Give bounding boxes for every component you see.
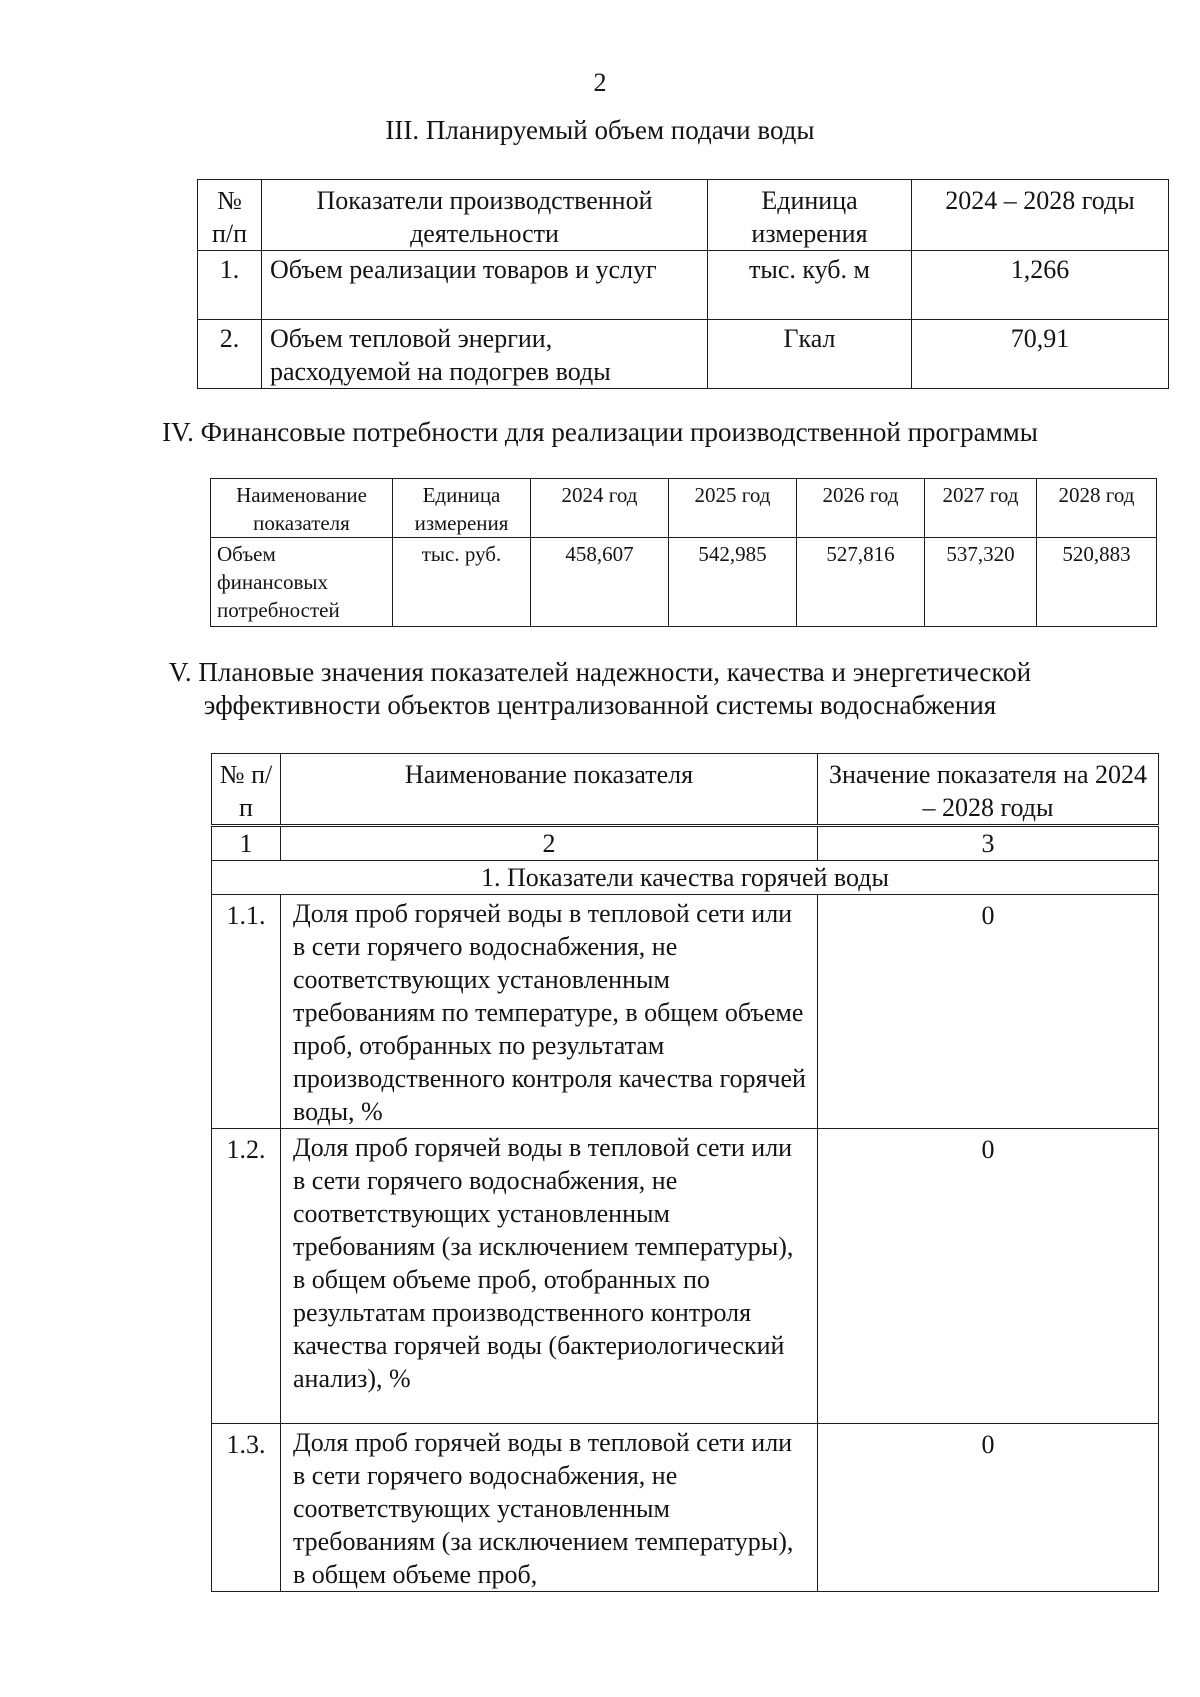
header-cell: 2024 – 2028 годы bbox=[912, 180, 1169, 251]
indicator-name: Доля проб горячей воды в тепловой сети или в сети горячего водоснабжения, не соответствующих установленным требованиям (за исключением температуры), в общем объеме проб, отобранных по результатам производственного контроля качества горячей воды (бактериологический анализ), % bbox=[281, 1129, 818, 1424]
header-cell: 2026 год bbox=[797, 479, 925, 538]
value-cell: 1,266 bbox=[912, 251, 1169, 320]
value-2025: 542,985 bbox=[669, 538, 797, 627]
header-cell: 2028 год bbox=[1037, 479, 1157, 538]
column-number: 3 bbox=[818, 826, 1159, 861]
header-cell: 2024 год bbox=[531, 479, 669, 538]
indicator-name: Доля проб горячей воды в тепловой сети или в сети горячего водоснабжения, не соответствующих установленным требованиям по температуре, в общем объеме проб, отобранных по результатам производственного контроля качества горячей воды, % bbox=[281, 895, 818, 1129]
table-row bbox=[198, 320, 1169, 389]
table-row bbox=[211, 538, 1157, 627]
section-4-title: IV. Финансовые потребности для реализации производственной программы bbox=[162, 417, 1038, 447]
water-supply-volume-table bbox=[197, 179, 1169, 389]
header-cell: Единица измерения bbox=[393, 479, 531, 538]
indicator-name: Объем финансовых потребностей bbox=[211, 538, 393, 627]
table-header-row bbox=[198, 180, 1169, 251]
reliability-indicators-table bbox=[211, 753, 1159, 1592]
table-row bbox=[198, 251, 1169, 320]
indicator-name: Объем тепловой энергии, расходуемой на подогрев воды bbox=[262, 320, 708, 389]
section-5-title-line-2: эффективности объектов централизованной системы водоснабжения bbox=[203, 690, 997, 720]
value-2028: 520,883 bbox=[1037, 538, 1157, 627]
table-row bbox=[212, 1129, 1159, 1424]
column-number-row bbox=[212, 826, 1159, 861]
unit-cell: тыс. руб. bbox=[393, 538, 531, 627]
row-number: 2. bbox=[198, 320, 262, 389]
indicator-name: Объем реализации товаров и услуг bbox=[262, 251, 708, 320]
section-3-title: III. Планируемый объем подачи воды bbox=[385, 115, 815, 145]
value-cell: 0 bbox=[818, 895, 1159, 1129]
unit-cell: тыс. куб. м bbox=[708, 251, 912, 320]
value-2024: 458,607 bbox=[531, 538, 669, 627]
row-number: 1.2. bbox=[212, 1129, 281, 1424]
value-2027: 537,320 bbox=[925, 538, 1037, 627]
page-number: 2 bbox=[593, 68, 607, 97]
group-row bbox=[212, 861, 1159, 895]
header-cell: Показатели производственной деятельности bbox=[262, 180, 708, 251]
unit-cell: Гкал bbox=[708, 320, 912, 389]
indicator-name: Доля проб горячей воды в тепловой сети или в сети горячего водоснабжения, не соответствующих установленным требованиям (за исключением температуры), в общем объеме проб, bbox=[281, 1424, 818, 1592]
value-cell: 0 bbox=[818, 1424, 1159, 1592]
section-5-title-line-1: V. Плановые значения показателей надежности, качества и энергетической bbox=[168, 657, 1032, 687]
header-cell: 2025 год bbox=[669, 479, 797, 538]
value-cell: 0 bbox=[818, 1129, 1159, 1424]
value-cell: 70,91 bbox=[912, 320, 1169, 389]
header-cell: 2027 год bbox=[925, 479, 1037, 538]
column-number: 2 bbox=[281, 826, 818, 861]
table-row bbox=[212, 895, 1159, 1129]
column-number: 1 bbox=[212, 826, 281, 861]
row-number: 1. bbox=[198, 251, 262, 320]
table-header-row bbox=[211, 479, 1157, 538]
group-title: 1. Показатели качества горячей воды bbox=[212, 861, 1159, 895]
value-2026: 527,816 bbox=[797, 538, 925, 627]
header-cell: Наименование показателя bbox=[281, 754, 818, 826]
header-cell: Единица измерения bbox=[708, 180, 912, 251]
financial-needs-table bbox=[210, 478, 1157, 627]
header-cell: Наименование показателя bbox=[211, 479, 393, 538]
header-cell: Значение показателя на 2024 – 2028 годы bbox=[818, 754, 1159, 826]
table-row bbox=[212, 1424, 1159, 1592]
header-cell: № п/п bbox=[212, 754, 281, 826]
row-number: 1.3. bbox=[212, 1424, 281, 1592]
row-number: 1.1. bbox=[212, 895, 281, 1129]
header-cell: № п/п bbox=[198, 180, 262, 251]
table-header-row bbox=[212, 754, 1159, 826]
